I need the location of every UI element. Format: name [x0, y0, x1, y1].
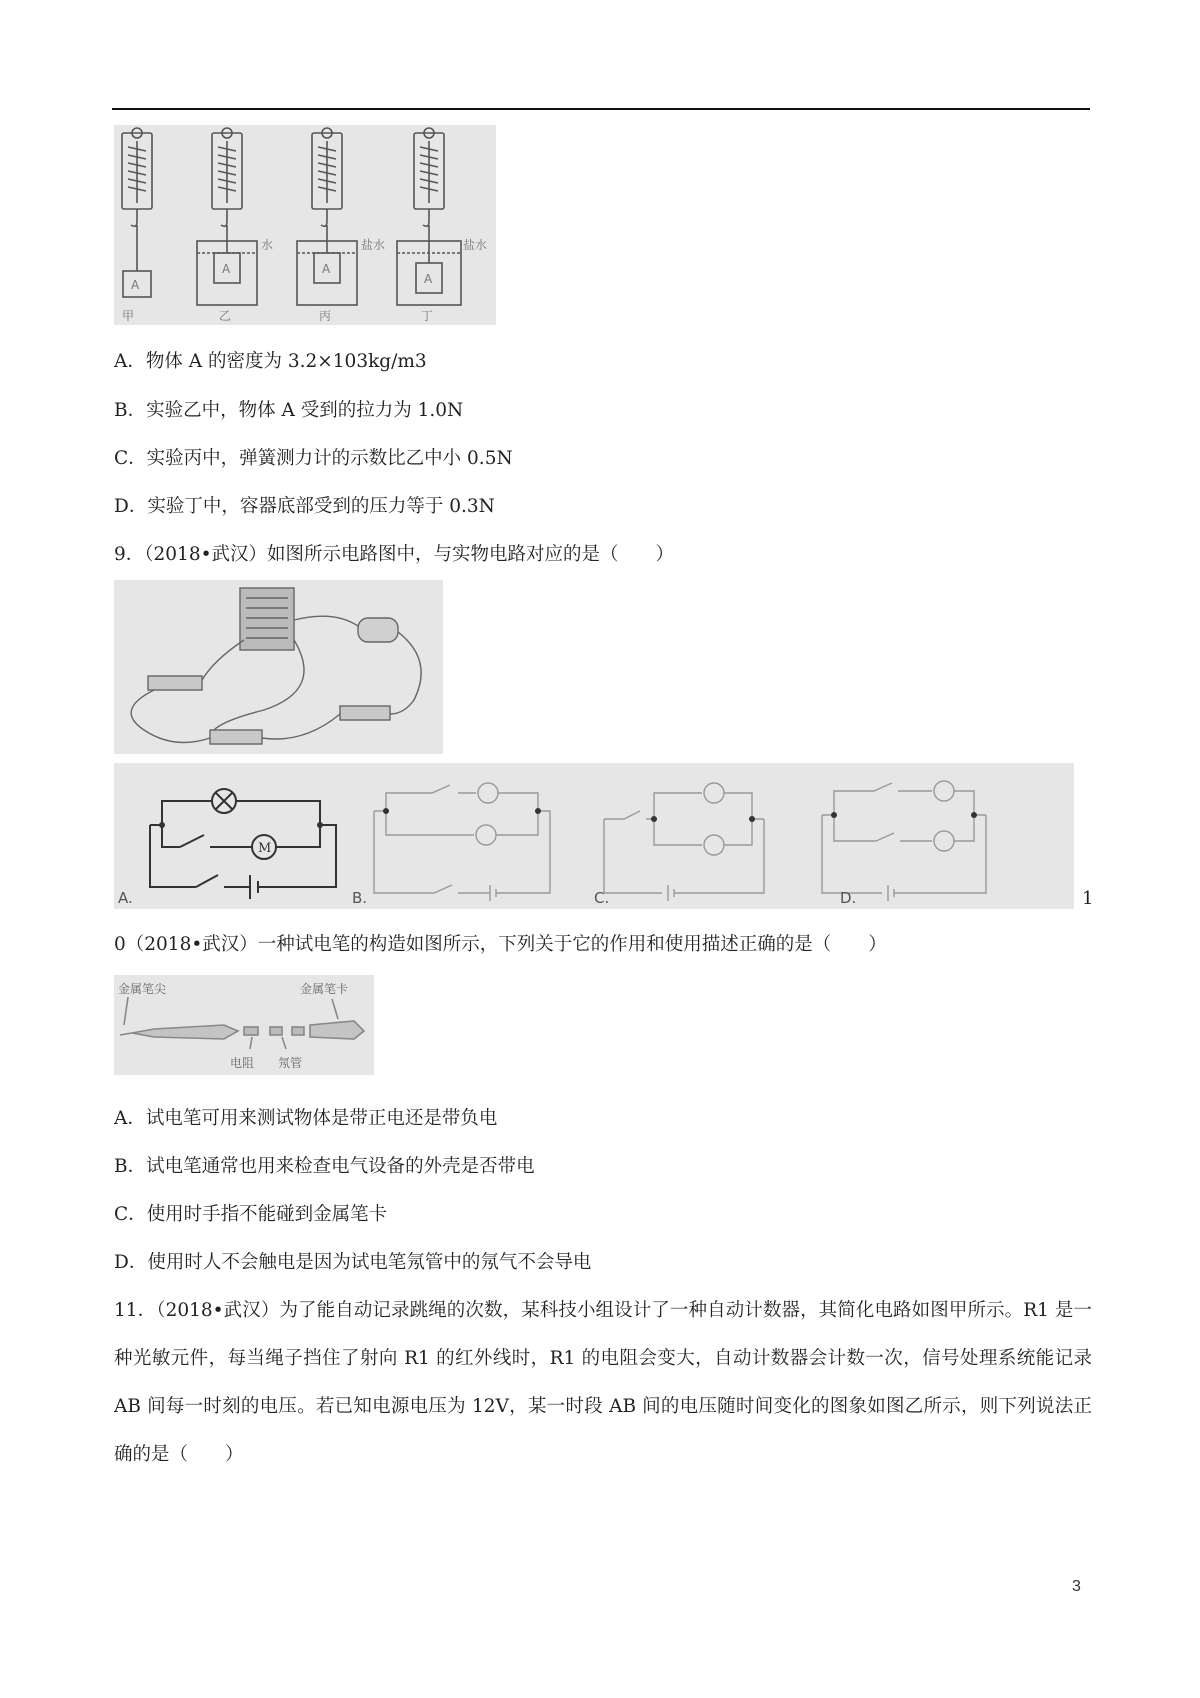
- page-number: 3: [1072, 1578, 1081, 1595]
- panel-label-3: 丙: [319, 309, 332, 323]
- diagram-label-d: D.: [840, 889, 857, 907]
- label-resistor: 电阻: [230, 1056, 255, 1070]
- test-pen-figure: [114, 975, 374, 1075]
- block-label-4: A: [424, 272, 433, 286]
- liquid-label-3: 盐水: [463, 238, 488, 252]
- q10-stem: 0（2018•武汉）一种试电笔的构造如图所示，下列关于它的作用和使用描述正确的是（ ）: [114, 934, 887, 955]
- q8-option-d: D．实验丁中，容器底部受到的压力等于 0.3N: [114, 496, 495, 517]
- liquid-label-1: 水: [261, 238, 274, 252]
- q10-option-a: A．试电笔可用来测试物体是带正电还是带负电: [114, 1108, 498, 1129]
- liquid-label-2: 盐水: [361, 238, 386, 252]
- q10-option-c: C．使用时手指不能碰到金属笔卡: [114, 1204, 388, 1225]
- diagram-a-motor-symbol: M: [258, 841, 272, 856]
- q9-stem: 9．（2018•武汉）如图所示电路图中，与实物电路对应的是（ ）: [114, 544, 675, 565]
- panel-label-4: 丁: [421, 309, 434, 323]
- q11-stem: 11．（2018•武汉）为了能自动记录跳绳的次数，某科技小组设计了一种自动计数器，其简化电路如图甲所示。R1 是一种光敏元件，每当绳子挡住了射向 R1 的红外线时，R1 的电阻会变大，自动计数器会计数一次，信号处理系统能记录 AB 间每一时刻的电压。若已知电源电压为 12V，某一时段 AB 间的电压随时间变化的图象如图乙所示，则下列说法正确的是（ ）: [114, 1300, 1092, 1465]
- diagram-label-a: A.: [118, 889, 133, 907]
- diagram-label-b: B.: [352, 889, 368, 907]
- panel-label-2: 乙: [219, 309, 232, 323]
- physical-circuit-figure: [114, 580, 443, 754]
- header-rule: [112, 108, 1090, 110]
- label-neon-tube: 氖管: [278, 1056, 303, 1070]
- question-number-fragment: 1: [1082, 888, 1094, 909]
- label-metal-clip: 金属笔卡: [300, 982, 349, 996]
- panel-label-1: 甲: [122, 309, 135, 323]
- q10-option-b: B．试电笔通常也用来检查电气设备的外壳是否带电: [114, 1156, 535, 1177]
- q8-option-b: B．实验乙中，物体 A 受到的拉力为 1.0N: [114, 400, 464, 421]
- block-label-1: A: [131, 278, 140, 292]
- diagram-label-c: C.: [594, 889, 610, 907]
- block-label-3: A: [322, 262, 331, 276]
- q8-option-a: A．物体 A 的密度为 3.2×103kg/m3: [114, 351, 427, 372]
- spring-scale-figure: [114, 125, 496, 325]
- q10-option-d: D．使用时人不会触电是因为试电笔氖管中的氖气不会导电: [114, 1252, 592, 1273]
- block-label-2: A: [222, 262, 231, 276]
- label-metal-tip: 金属笔尖: [118, 982, 167, 996]
- circuit-options-figure: [114, 763, 1074, 909]
- q8-option-c: C．实验丙中，弹簧测力计的示数比乙中小 0.5N: [114, 448, 513, 469]
